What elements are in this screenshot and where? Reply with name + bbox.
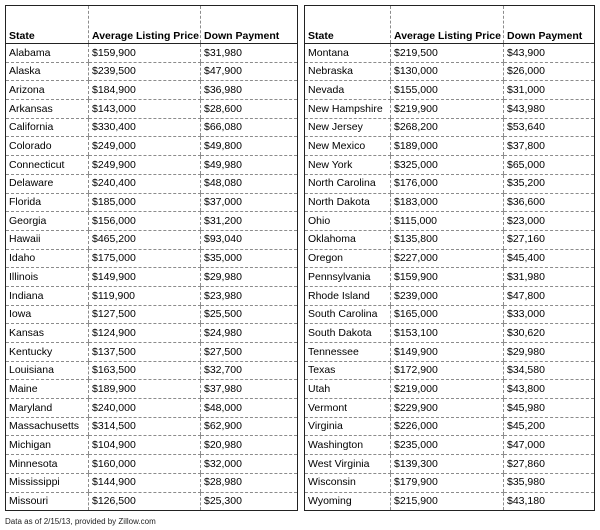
down-payment-cell: $37,980	[201, 380, 298, 399]
state-cell: Oklahoma	[305, 230, 391, 249]
down-payment-cell: $29,980	[201, 268, 298, 287]
down-payment-cell: $35,000	[201, 249, 298, 268]
down-payment-cell: $23,000	[504, 212, 595, 231]
table-row	[6, 100, 298, 119]
table-row	[6, 44, 298, 63]
average-listing-price-cell: $189,000	[391, 137, 504, 156]
state-cell: Maryland	[6, 399, 89, 418]
state-cell: Alabama	[6, 44, 89, 63]
state-cell: Mississippi	[6, 473, 89, 492]
table-row	[305, 436, 595, 455]
down-payment-cell: $35,980	[504, 473, 595, 492]
state-cell: Oregon	[305, 249, 391, 268]
state-cell: Rhode Island	[305, 286, 391, 305]
state-cell: Louisiana	[6, 361, 89, 380]
state-cell: Georgia	[6, 212, 89, 231]
table-row	[305, 417, 595, 436]
down-payment-cell: $45,400	[504, 249, 595, 268]
table-row	[305, 399, 595, 418]
down-payment-cell: $32,700	[201, 361, 298, 380]
down-payment-cell: $28,600	[201, 100, 298, 119]
down-payment-cell: $24,980	[201, 324, 298, 343]
average-listing-price-cell: $239,500	[89, 62, 201, 81]
average-listing-price-cell: $215,900	[391, 492, 504, 511]
header-average-listing-price: Average Listing Price	[89, 6, 201, 44]
down-payment-cell: $28,980	[201, 473, 298, 492]
table-row	[6, 305, 298, 324]
right-header-row	[305, 6, 595, 44]
table-row	[305, 492, 595, 511]
average-listing-price-cell: $249,900	[89, 156, 201, 175]
average-listing-price-cell: $219,500	[391, 44, 504, 63]
header-average-listing-price: Average Listing Price	[391, 6, 504, 44]
average-listing-price-cell: $239,000	[391, 286, 504, 305]
table-row	[305, 137, 595, 156]
average-listing-price-cell: $127,500	[89, 305, 201, 324]
table-row	[305, 118, 595, 137]
table-row	[6, 193, 298, 212]
table-row	[305, 268, 595, 287]
state-cell: Ohio	[305, 212, 391, 231]
state-cell: Connecticut	[6, 156, 89, 175]
state-cell: Indiana	[6, 286, 89, 305]
down-payment-cell: $29,980	[504, 343, 595, 362]
average-listing-price-cell: $137,500	[89, 343, 201, 362]
table-row	[305, 230, 595, 249]
average-listing-price-cell: $159,900	[89, 44, 201, 63]
state-cell: Kansas	[6, 324, 89, 343]
average-listing-price-cell: $249,000	[89, 137, 201, 156]
table-row	[305, 193, 595, 212]
average-listing-price-cell: $149,900	[391, 343, 504, 362]
down-payment-cell: $48,080	[201, 174, 298, 193]
state-cell: Michigan	[6, 436, 89, 455]
table-row	[6, 81, 298, 100]
state-cell: Vermont	[305, 399, 391, 418]
table-row	[6, 343, 298, 362]
state-cell: Arkansas	[6, 100, 89, 119]
table-row	[6, 455, 298, 474]
table-row	[6, 268, 298, 287]
down-payment-cell: $27,160	[504, 230, 595, 249]
table-row	[6, 380, 298, 399]
state-cell: South Dakota	[305, 324, 391, 343]
average-listing-price-cell: $104,900	[89, 436, 201, 455]
down-payment-cell: $31,980	[504, 268, 595, 287]
down-payment-cell: $43,180	[504, 492, 595, 511]
down-payment-cell: $30,620	[504, 324, 595, 343]
down-payment-cell: $37,000	[201, 193, 298, 212]
down-payment-cell: $25,500	[201, 305, 298, 324]
down-payment-cell: $31,000	[504, 81, 595, 100]
average-listing-price-cell: $185,000	[89, 193, 201, 212]
average-listing-price-cell: $175,000	[89, 249, 201, 268]
state-cell: Maine	[6, 380, 89, 399]
down-payment-cell: $20,980	[201, 436, 298, 455]
down-payment-cell: $23,980	[201, 286, 298, 305]
table-row	[6, 230, 298, 249]
average-listing-price-cell: $219,000	[391, 380, 504, 399]
table-row	[305, 100, 595, 119]
down-payment-cell: $66,080	[201, 118, 298, 137]
down-payment-cell: $43,900	[504, 44, 595, 63]
down-payment-cell: $31,980	[201, 44, 298, 63]
state-cell: Montana	[305, 44, 391, 63]
table-row	[305, 249, 595, 268]
state-cell: Delaware	[6, 174, 89, 193]
average-listing-price-cell: $172,900	[391, 361, 504, 380]
table-row	[6, 492, 298, 511]
state-cell: Texas	[305, 361, 391, 380]
table-row	[6, 361, 298, 380]
down-payment-cell: $27,860	[504, 455, 595, 474]
state-cell: Kentucky	[6, 343, 89, 362]
down-payment-cell: $62,900	[201, 417, 298, 436]
table-row	[305, 81, 595, 100]
table-row	[6, 399, 298, 418]
table-row	[6, 286, 298, 305]
table-row	[6, 249, 298, 268]
down-payment-cell: $37,800	[504, 137, 595, 156]
state-cell: North Dakota	[305, 193, 391, 212]
table-row	[305, 44, 595, 63]
table-row	[6, 436, 298, 455]
down-payment-cell: $26,000	[504, 62, 595, 81]
average-listing-price-cell: $119,900	[89, 286, 201, 305]
down-payment-cell: $43,980	[504, 100, 595, 119]
state-cell: Nebraska	[305, 62, 391, 81]
down-payment-cell: $93,040	[201, 230, 298, 249]
average-listing-price-cell: $226,000	[391, 417, 504, 436]
average-listing-price-cell: $229,900	[391, 399, 504, 418]
down-payment-cell: $45,980	[504, 399, 595, 418]
header-down-payment: Down Payment	[504, 6, 595, 44]
table-row	[6, 174, 298, 193]
average-listing-price-cell: $183,000	[391, 193, 504, 212]
table-row	[305, 174, 595, 193]
down-payment-cell: $25,300	[201, 492, 298, 511]
table-row	[6, 324, 298, 343]
average-listing-price-cell: $155,000	[391, 81, 504, 100]
down-payment-cell: $45,200	[504, 417, 595, 436]
table-row	[6, 62, 298, 81]
table-row	[305, 455, 595, 474]
table-row	[6, 473, 298, 492]
left-header-row	[6, 6, 298, 44]
table-row	[6, 118, 298, 137]
state-cell: Illinois	[6, 268, 89, 287]
state-cell: North Carolina	[305, 174, 391, 193]
average-listing-price-cell: $240,000	[89, 399, 201, 418]
down-payment-cell: $31,200	[201, 212, 298, 231]
average-listing-price-cell: $126,500	[89, 492, 201, 511]
state-cell: Idaho	[6, 249, 89, 268]
average-listing-price-cell: $124,900	[89, 324, 201, 343]
down-payment-cell: $34,580	[504, 361, 595, 380]
state-cell: Massachusetts	[6, 417, 89, 436]
average-listing-price-cell: $153,100	[391, 324, 504, 343]
state-cell: Nevada	[305, 81, 391, 100]
down-payment-cell: $27,500	[201, 343, 298, 362]
average-listing-price-cell: $189,900	[89, 380, 201, 399]
down-payment-cell: $33,000	[504, 305, 595, 324]
table-row	[305, 62, 595, 81]
average-listing-price-cell: $219,900	[391, 100, 504, 119]
state-cell: West Virginia	[305, 455, 391, 474]
average-listing-price-cell: $179,900	[391, 473, 504, 492]
average-listing-price-cell: $268,200	[391, 118, 504, 137]
average-listing-price-cell: $115,000	[391, 212, 504, 231]
down-payment-cell: $36,600	[504, 193, 595, 212]
state-cell: Hawaii	[6, 230, 89, 249]
table-row	[305, 343, 595, 362]
down-payment-cell: $43,800	[504, 380, 595, 399]
state-cell: New Jersey	[305, 118, 391, 137]
down-payment-cell: $32,000	[201, 455, 298, 474]
down-payment-cell: $49,800	[201, 137, 298, 156]
average-listing-price-cell: $130,000	[391, 62, 504, 81]
table-row	[6, 156, 298, 175]
average-listing-price-cell: $139,300	[391, 455, 504, 474]
average-listing-price-cell: $465,200	[89, 230, 201, 249]
state-cell: Washington	[305, 436, 391, 455]
table-row	[305, 380, 595, 399]
state-cell: Colorado	[6, 137, 89, 156]
state-cell: New Hampshire	[305, 100, 391, 119]
state-cell: California	[6, 118, 89, 137]
left-state-table	[5, 5, 298, 511]
state-cell: New Mexico	[305, 137, 391, 156]
down-payment-cell: $47,900	[201, 62, 298, 81]
state-cell: Wisconsin	[305, 473, 391, 492]
state-cell: Iowa	[6, 305, 89, 324]
average-listing-price-cell: $149,900	[89, 268, 201, 287]
average-listing-price-cell: $240,400	[89, 174, 201, 193]
table-row	[305, 286, 595, 305]
state-cell: Pennsylvania	[305, 268, 391, 287]
average-listing-price-cell: $227,000	[391, 249, 504, 268]
down-payment-cell: $47,800	[504, 286, 595, 305]
right-state-table	[304, 5, 595, 511]
average-listing-price-cell: $184,900	[89, 81, 201, 100]
table-row	[305, 156, 595, 175]
table-row	[305, 361, 595, 380]
header-state: State	[6, 6, 89, 44]
state-cell: Wyoming	[308, 495, 352, 508]
state-cell: New York	[305, 156, 391, 175]
average-listing-price-cell: $330,400	[89, 118, 201, 137]
header-state: State	[305, 6, 391, 44]
average-listing-price-cell: $144,900	[89, 473, 201, 492]
down-payment-cell: $53,640	[504, 118, 595, 137]
state-cell: Minnesota	[6, 455, 89, 474]
down-payment-cell: $65,000	[504, 156, 595, 175]
average-listing-price-cell: $165,000	[391, 305, 504, 324]
down-payment-cell: $35,200	[504, 174, 595, 193]
average-listing-price-cell: $325,000	[391, 156, 504, 175]
state-cell: Virginia	[305, 417, 391, 436]
average-listing-price-cell: $163,500	[89, 361, 201, 380]
average-listing-price-cell: $235,000	[391, 436, 504, 455]
state-cell: Tennessee	[305, 343, 391, 362]
table-row	[305, 305, 595, 324]
table-row	[6, 417, 298, 436]
down-payment-cell: $49,980	[201, 156, 298, 175]
header-down-payment: Down Payment	[201, 6, 298, 44]
down-payment-cell: $36,980	[201, 81, 298, 100]
source-footnote: Data as of 2/15/13, provided by Zillow.com	[5, 517, 156, 526]
average-listing-price-cell: $143,000	[89, 100, 201, 119]
table-row	[6, 137, 298, 156]
average-listing-price-cell: $176,000	[391, 174, 504, 193]
state-cell: Alaska	[6, 62, 89, 81]
average-listing-price-cell: $160,000	[89, 455, 201, 474]
table-row	[305, 212, 595, 231]
average-listing-price-cell: $314,500	[89, 417, 201, 436]
table-row	[305, 473, 595, 492]
down-payment-cell: $48,000	[201, 399, 298, 418]
state-cell: Missouri	[9, 495, 49, 508]
average-listing-price-cell: $135,800	[391, 230, 504, 249]
average-listing-price-cell: $156,000	[89, 212, 201, 231]
table-row	[305, 324, 595, 343]
state-cell: South Carolina	[305, 305, 391, 324]
state-cell: Arizona	[6, 81, 89, 100]
table-row	[6, 212, 298, 231]
average-listing-price-cell: $159,900	[391, 268, 504, 287]
down-payment-cell: $47,000	[504, 436, 595, 455]
state-cell: Utah	[305, 380, 391, 399]
state-cell: Florida	[6, 193, 89, 212]
